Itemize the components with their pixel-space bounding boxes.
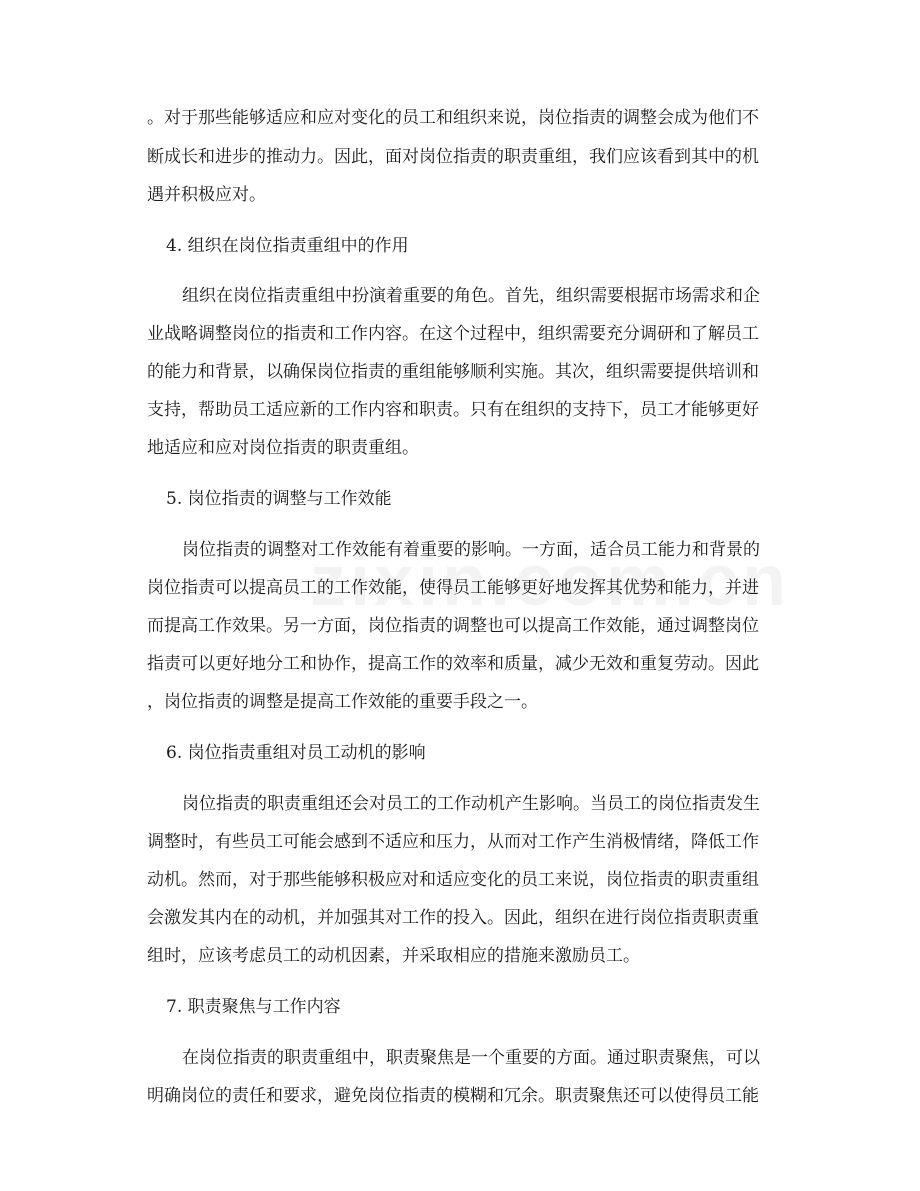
- paragraph-line: 。对于那些能够适应和应对变化的员工和组织来说，岗位指责的调整会成为他们不: [147, 108, 759, 128]
- paragraph-line: 业战略调整岗位的指责和工作内容。在这个过程中，组织需要充分调研和了解员工: [147, 324, 759, 344]
- paragraph-line: 组织在岗位指责重组中扮演着重要的角色。首先，组织需要根据市场需求和企: [182, 286, 760, 306]
- paragraph-line: 在岗位指责的职责重组中，职责聚焦是一个重要的方面。通过职责聚焦，可以: [182, 1048, 760, 1068]
- paragraph-line: 调整时，有些员工可能会感到不适应和压力，从而对工作产生消极情绪，降低工作: [147, 832, 759, 852]
- paragraph-line: 断成长和进步的推动力。因此，面对岗位指责的职责重组，我们应该看到其中的机: [147, 147, 759, 167]
- section-heading: 4. 组织在岗位指责重组中的作用: [166, 236, 409, 256]
- paragraph-line: 的能力和背景，以确保岗位指责的重组能够顺利实施。其次，组织需要提供培训和: [147, 362, 759, 382]
- paragraph-line: 会激发其内在的动机，并加强其对工作的投入。因此，组织在进行岗位指责职责重: [147, 908, 759, 928]
- paragraph-line: 遇并积极应对。: [147, 185, 266, 205]
- paragraph-line: 岗位指责可以提高员工的工作效能，使得员工能够更好地发挥其优势和能力，并进: [147, 578, 759, 598]
- paragraph-line: 支持，帮助员工适应新的工作内容和职责。只有在组织的支持下，员工才能够更好: [147, 400, 759, 420]
- paragraph-line: 明确岗位的责任和要求，避免岗位指责的模糊和冗余。职责聚焦还可以使得员工能: [147, 1086, 759, 1106]
- paragraph-line: 而提高工作效果。另一方面，岗位指责的调整也可以提高工作效能，通过调整岗位: [147, 616, 759, 636]
- paragraph-line: 岗位指责的职责重组还会对员工的工作动机产生影响。当员工的岗位指责发生: [182, 794, 760, 814]
- paragraph-line: 地适应和应对岗位指责的职责重组。: [147, 438, 419, 458]
- paragraph-line: 指责可以更好地分工和协作，提高工作的效率和质量，减少无效和重复劳动。因此: [147, 654, 759, 674]
- paragraph-line: 动机。然而，对于那些能够积极应对和适应变化的员工来说，岗位指责的职责重组: [147, 870, 759, 890]
- paragraph-line: 组时，应该考虑员工的动机因素，并采取相应的措施来激励员工。: [147, 946, 640, 966]
- section-heading: 6. 岗位指责重组对员工动机的影响: [166, 743, 426, 763]
- section-heading: 5. 岗位指责的调整与工作效能: [166, 489, 392, 509]
- paragraph-line: 岗位指责的调整对工作效能有着重要的影响。一方面，适合员工能力和背景的: [182, 540, 760, 560]
- paragraph-line: ，岗位指责的调整是提高工作效能的重要手段之一。: [147, 692, 538, 712]
- section-heading: 7. 职责聚焦与工作内容: [166, 997, 341, 1017]
